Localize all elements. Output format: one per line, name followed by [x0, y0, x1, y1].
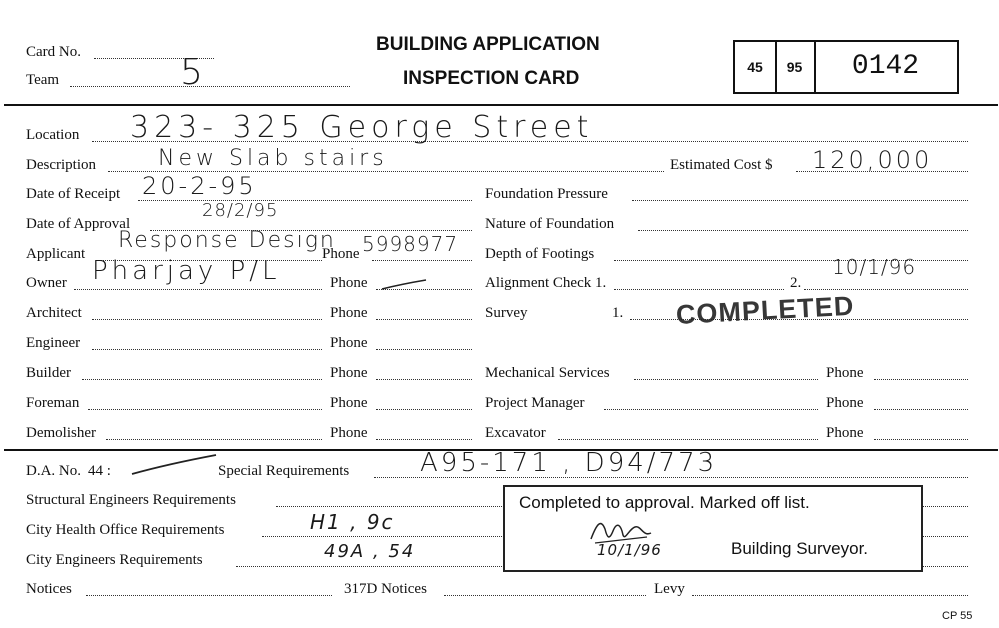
nature-foundation-field[interactable]: [638, 230, 968, 231]
notices-field[interactable]: [86, 595, 332, 596]
mechanical-phone-field[interactable]: [874, 379, 968, 380]
date-approval-value: 28/2/95: [202, 200, 279, 221]
foreman-phone-label: Phone: [330, 395, 368, 411]
applicant-phone-value: 5998977: [362, 232, 459, 256]
owner-field[interactable]: [74, 289, 322, 290]
foundation-pressure-label: Foundation Pressure: [485, 186, 608, 202]
builder-phone-label: Phone: [330, 365, 368, 381]
engineers-req-value: 49A , 54: [324, 541, 416, 562]
excavator-phone-field[interactable]: [874, 439, 968, 440]
approval-stamp: [503, 485, 923, 572]
location-label: Location: [26, 127, 80, 143]
approval-stamp-role: Building Surveyor.: [731, 539, 869, 558]
excavator-phone-label: Phone: [826, 425, 864, 441]
estimated-cost-label: Estimated Cost $: [670, 157, 773, 173]
owner-label: Owner: [26, 275, 67, 291]
depth-footings-label: Depth of Footings: [485, 246, 595, 262]
header-divider: [4, 104, 998, 106]
da-no-prefix: 44 :: [88, 463, 111, 479]
number-box-b: 95: [775, 42, 816, 92]
mechanical-phone-label: Phone: [826, 365, 864, 381]
estimated-cost-value: 120,000: [812, 146, 933, 174]
form-code: CP 55: [942, 610, 973, 622]
special-req-value: A95-171 , D94/773: [420, 448, 718, 478]
engineer-phone-field[interactable]: [376, 349, 472, 350]
applicant-phone-label: Phone: [322, 246, 360, 262]
date-receipt-field[interactable]: [138, 200, 472, 201]
levy-field[interactable]: [692, 595, 968, 596]
alignment-check-2-field[interactable]: [804, 289, 968, 290]
applicant-label: Applicant: [26, 246, 86, 262]
title-line2: INSPECTION CARD: [403, 68, 580, 89]
owner-value: Pharjay P/L: [92, 256, 281, 286]
project-manager-phone-field[interactable]: [874, 409, 968, 410]
team-field[interactable]: [70, 86, 350, 87]
team-value: 5: [180, 52, 205, 93]
approval-stamp-text: Completed to approval. Marked off list.: [519, 493, 810, 512]
description-label: Description: [26, 157, 96, 173]
project-manager-field[interactable]: [604, 409, 818, 410]
completed-stamp: COMPLETED: [675, 290, 856, 330]
special-req-label: Special Requirements: [218, 463, 350, 479]
da-no-stroke-mark: [128, 452, 220, 478]
architect-phone-label: Phone: [330, 305, 368, 321]
architect-field[interactable]: [92, 319, 322, 320]
demolisher-field[interactable]: [106, 439, 322, 440]
builder-field[interactable]: [82, 379, 322, 380]
owner-phone-label: Phone: [330, 275, 368, 291]
architect-phone-field[interactable]: [376, 319, 472, 320]
card-number: 0142: [851, 51, 920, 82]
demolisher-phone-label: Phone: [330, 425, 368, 441]
foreman-phone-field[interactable]: [376, 409, 472, 410]
mechanical-label: Mechanical Services: [485, 365, 610, 381]
description-value: New Slab stairs: [158, 146, 388, 171]
engineer-phone-label: Phone: [330, 335, 368, 351]
structural-label: Structural Engineers Requirements: [26, 492, 236, 508]
applicant-value: Response Design: [118, 228, 336, 253]
notices-317d-field[interactable]: [444, 595, 646, 596]
demolisher-phone-field[interactable]: [376, 439, 472, 440]
project-manager-phone-label: Phone: [826, 395, 864, 411]
foreman-label: Foreman: [26, 395, 80, 411]
health-label: City Health Office Requirements: [26, 522, 225, 538]
location-value: 323- 325 George Street: [130, 110, 594, 145]
date-receipt-value: 20-2-95: [142, 172, 257, 200]
excavator-label: Excavator: [485, 425, 546, 441]
alignment-check-label: Alignment Check 1.: [485, 275, 607, 291]
survey-1-label: 1.: [612, 305, 624, 321]
excavator-field[interactable]: [558, 439, 818, 440]
alignment-check-1-field[interactable]: [614, 289, 784, 290]
foreman-field[interactable]: [88, 409, 322, 410]
notices-317d-label: 317D Notices: [344, 581, 427, 597]
team-label: Team: [26, 72, 60, 88]
da-no-label: D.A. No.: [26, 463, 81, 479]
engineer-label: Engineer: [26, 335, 81, 351]
health-value: H1 , 9c: [310, 510, 395, 534]
date-approval-label: Date of Approval: [26, 216, 131, 232]
alignment-2-label: 2.: [790, 275, 802, 291]
mechanical-field[interactable]: [634, 379, 818, 380]
survey-label: Survey: [485, 305, 528, 321]
applicant-phone-field[interactable]: [372, 260, 472, 261]
date-receipt-label: Date of Receipt: [26, 186, 121, 202]
nature-foundation-label: Nature of Foundation: [485, 216, 615, 232]
engineer-field[interactable]: [92, 349, 322, 350]
builder-phone-field[interactable]: [376, 379, 472, 380]
project-manager-label: Project Manager: [485, 395, 585, 411]
number-box-a: 45: [735, 42, 777, 92]
number-box: [733, 40, 959, 94]
notices-label: Notices: [26, 581, 72, 597]
approval-stamp-date: 10/1/96: [597, 541, 662, 559]
title-line1: BUILDING APPLICATION: [376, 34, 600, 55]
alignment-2-value: 10/1/96: [832, 255, 917, 279]
architect-label: Architect: [26, 305, 82, 321]
builder-label: Builder: [26, 365, 71, 381]
owner-phone-dash-mark: [380, 278, 430, 292]
card-no-label: Card No.: [26, 44, 81, 60]
engineers-req-label: City Engineers Requirements: [26, 552, 203, 568]
levy-label: Levy: [654, 581, 685, 597]
demolisher-label: Demolisher: [26, 425, 96, 441]
foundation-pressure-field[interactable]: [632, 200, 968, 201]
